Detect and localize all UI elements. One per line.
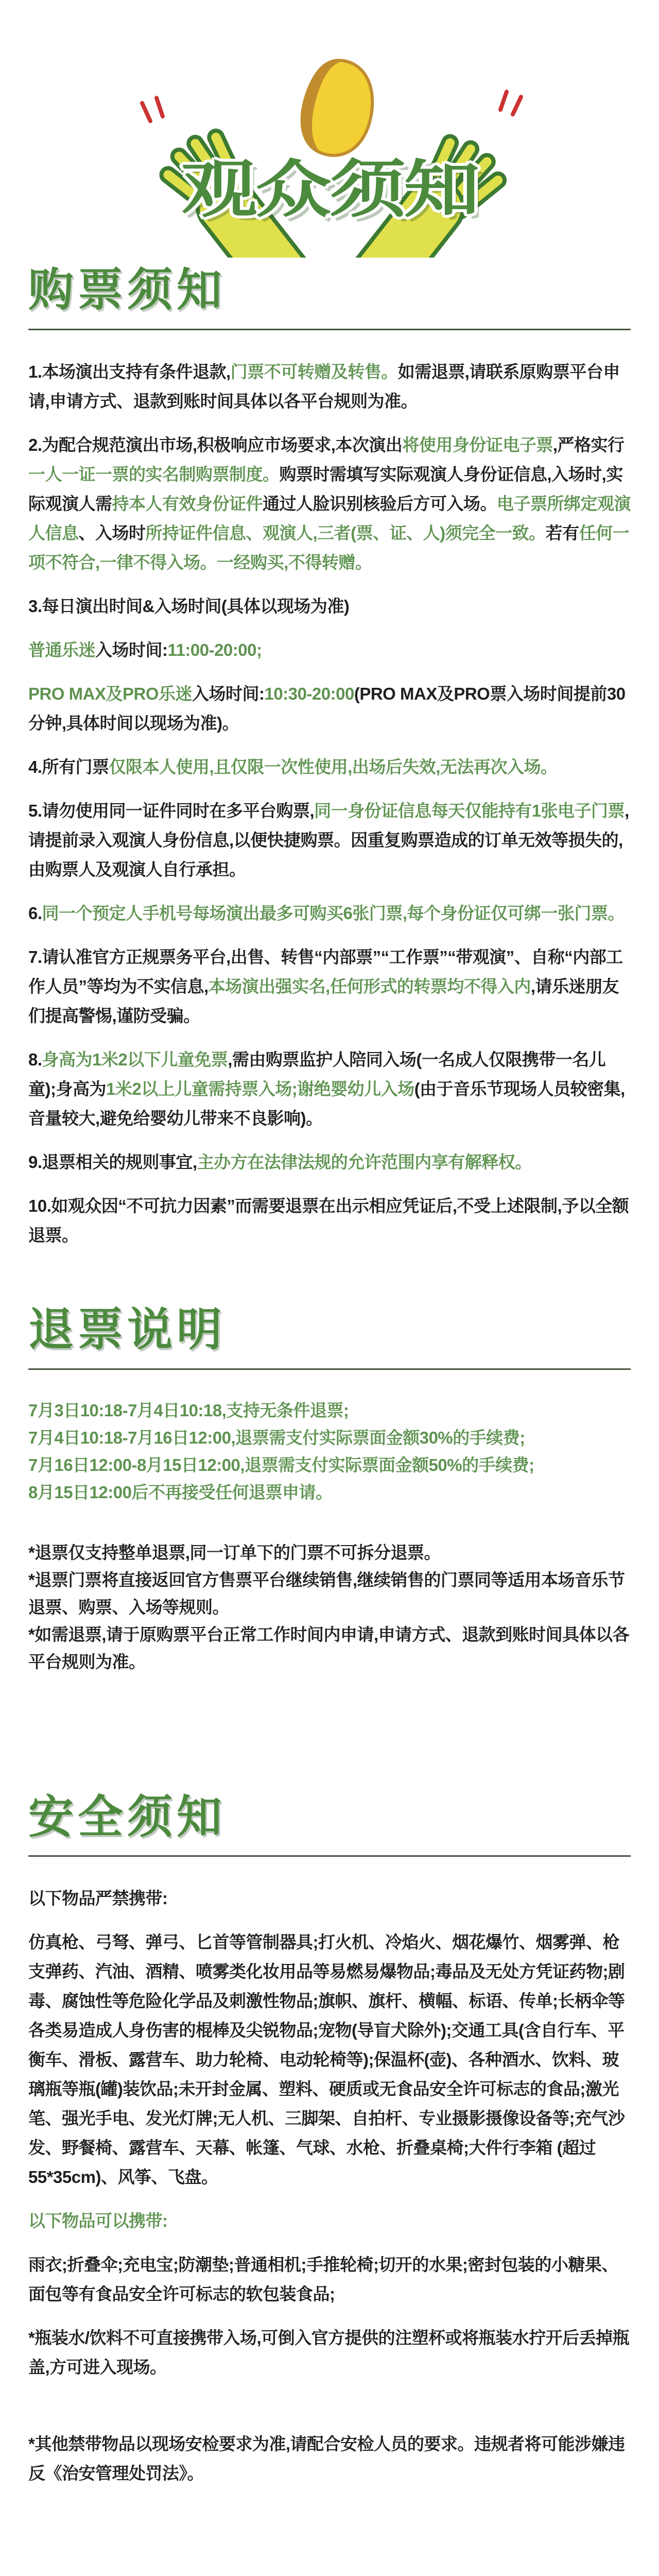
body-text: *如需退票,请于原购票平台正常工作时间内申请,申请方式、退款到账时间具体以各平台规则为准。 [28,1624,630,1671]
spacer [28,1506,631,1539]
body-text: 仿真枪、弓弩、弹弓、匕首等管制器具;打火机、冷焰火、烟花爆竹、烟雾弹、枪支弹药、汽油、酒精、喷雾类化妆用品等易燃易爆物品;毒品及无处方凭证药物;剧毒、腐蚀性等危险化学品及刺激性物品;旗帜、旗杆、横幅、标语、传单;长柄伞等各类易造成人身伤害的棍棒及尖锐物品;宠物(导盲犬除外);交通工具(含自行车、平衡车、滑板、露营车、助力轮椅、电动轮椅等);保温杯(壶)、各种酒水、饮料、玻璃瓶等瓶(罐)装饮品;未开封金属、塑料、硬质或无食品安全许可标志的食品;激光笔、强光手电、发光灯牌;无人机、三脚架、自拍杆、专业摄影摄像设备等;充气沙发、野餐椅、露营车、天幕、帐篷、气球、水枪、折叠桌椅;大件行李箱 (超过55*35cm)、风筝、飞盘。 [28,1933,625,2187]
paragraph [28,899,631,928]
paragraph [28,1539,631,1566]
highlight-text: 主办方在法律法规的允许范围内享有解释权。 [197,1152,532,1172]
section-divider [28,1368,631,1370]
body-text: (PRO MAX及PRO票入场时间提前30分钟,具体时间以现场为准)。 [28,684,626,733]
notice-sections [0,264,659,2576]
page-title: 观众须知 [181,155,478,225]
mango-icon [296,55,380,161]
highlight-text: 7月4日10:18-7月16日12:00,退票需支付实际票面金额30%的手续费; [28,1428,525,1447]
spark-left-icon [142,98,163,121]
section-title: 购票须知 [28,264,227,315]
paragraph [28,942,631,1030]
body-text: 7.请认准官方正规票务平台,出售、转售“内部票”“工作票”“带观演”、自称“内部工作人员”等均为不实信息, [28,947,623,996]
body-text: 8. [28,1049,42,1069]
paragraph [28,1566,631,1621]
highlight-text: 任何一项不符合,一律不得入场。一经购买,不得转赠。 [28,523,630,572]
highlight-text: 11:00-20:00; [167,640,262,659]
paragraph [28,679,631,738]
paragraph [28,1927,631,2192]
body-text: 6. [28,903,42,923]
paragraph [28,1045,631,1133]
highlight-text: 普通乐迷 [28,640,95,659]
body-text: ,请乐迷朋友们提高警惕,谨防受骗。 [28,976,619,1025]
spacer [28,2396,631,2429]
paragraph [28,1621,631,1675]
paragraph [28,1147,631,1177]
body-text: ,请提前录入观演人身份信息,以便快捷购票。因重复购票造成的订单无效等损失的,由购票人及观演人自行承担。 [28,801,629,879]
body-text: 3.每日演出时间&入场时间(具体以现场为准) [28,596,350,616]
body-text: *退票仅支持整单退票,同一订单下的门票不可拆分退票。 [28,1543,441,1562]
body-text: ,需由购票监护人陪同入场(一名成人仅限携带一名儿童);身高为 [28,1049,606,1098]
body-text: 9.退票相关的规则事宜, [28,1152,197,1172]
paragraph [28,1451,631,1479]
body-text: 雨衣;折叠伞;充电宝;防潮垫;普通相机;手推轮椅;切开的水果;密封包装的小糖果、面包等有食品安全许可标志的软包装食品; [28,2255,618,2304]
highlight-text: 电子票所绑定观演人信息 [28,494,631,543]
highlight-text: 7月16日12:00-8月15日12:00,退票需支付实际票面金额50%的手续费; [28,1455,534,1475]
section-safety-notice [0,1791,659,2488]
paragraph [28,1424,631,1451]
body-text: 2.为配合规范演出市场,积极响应市场要求,本次演出 [28,435,403,454]
paragraph [28,357,631,416]
body-text: 10.如观众因“不可抗力因素”而需要退票在出示相应凭证后,不受上述限制,予以全额退票。 [28,1196,629,1245]
body-text: 入场时间: [192,684,265,703]
highlight-text: 身高为1米2以下儿童免票 [42,1049,228,1069]
highlight-text: 仅限本人使用,且仅限一次性使用,出场后失效,无法再次入场。 [109,757,558,776]
section-divider [28,329,631,330]
body-text: 、入场时 [78,523,146,543]
paragraph [28,430,631,577]
highlight-text: 本场演出强实名,任何形式的转票均不得入内 [208,976,531,996]
highlight-text: 持本人有效身份证件 [112,494,263,513]
highlight-text: 一人一证一票的实名制购票制度。 [28,464,280,484]
body-text: 入场时间: [95,640,168,659]
spark-right-icon [500,92,521,114]
paragraph [28,796,631,884]
body-text: *退票门票将直接返回官方售票平台继续销售,继续销售的门票同等适用本场音乐节退票、购票、入场等规则。 [28,1570,625,1617]
paragraph [28,2250,631,2309]
highlight-text: 8月15日12:00后不再接受任何退票申请。 [28,1482,333,1502]
section-divider [28,1855,631,1857]
body-text: *瓶装水/饮料不可直接携带入场,可倒入官方提供的注塑杯或将瓶装水拧开后丢掉瓶盖,方可进入现场。 [28,2328,630,2377]
highlight-text: 同一身份证信息每天仅能持有1张电子门票 [314,801,625,820]
paragraph [28,1397,631,1424]
paragraph [28,2429,631,2488]
highlight-text: PRO MAX及PRO乐迷 [28,684,193,703]
section-ticket-notice [0,264,659,1250]
body-text: (由于音乐节现场人员较密集,音量较大,避免给婴幼儿带来不良影响)。 [28,1079,625,1128]
paragraph [28,1191,631,1250]
highlight-text: 1米2以上儿童需持票入场;谢绝婴幼儿入场 [106,1079,414,1098]
paragraph [28,1479,631,1506]
highlight-text: 门票不可转赠及转售。 [230,362,398,381]
paragraph [28,1884,631,1913]
highlight-text: 10:30-20:00 [264,684,354,703]
paragraph [28,752,631,782]
section-refund-notice [0,1303,659,1675]
body-text: 如需退票,请联系原购票平台申请,申请方式、退款到账时间具体以各平台规则为准。 [28,362,620,411]
body-text: ,严格实行 [552,435,625,454]
body-text: 5.请勿使用同一证件同时在多平台购票, [28,801,315,820]
highlight-text: 以下物品可以携带: [28,2211,168,2231]
paragraph [28,2323,631,2382]
paragraph [28,2206,631,2235]
body-text: 通过人脸识别核验后方可入场。 [263,494,497,513]
body-text: *其他禁带物品以现场安检要求为准,请配合安检人员的要求。违规者将可能涉嫌违反《治安管理处罚法》。 [28,2434,625,2483]
highlight-text: 所持证件信息、观演人,三者(票、证、人)须完全一致。 [145,523,546,543]
page-header [0,31,659,258]
body-text: 以下物品严禁携带: [28,1889,168,1908]
body-text: 若有 [545,523,579,543]
paragraph [28,635,631,665]
body-text: 4.所有门票 [28,757,109,776]
body-text: 1.本场演出支持有条件退款, [28,362,231,381]
body-text: 购票时需填写实际观演人身份证信息,入场时,实际观演人需 [28,464,623,513]
highlight-text: 同一个预定人手机号每场演出最多可购买6张门票,每个身份证仅可绑一张门票。 [42,903,625,923]
highlight-text: 将使用身份证电子票 [402,435,553,454]
paragraph [28,591,631,621]
section-title: 安全须知 [28,1791,227,1842]
section-title: 退票说明 [28,1303,227,1355]
highlight-text: 7月3日10:18-7月4日10:18,支持无条件退票; [28,1400,349,1420]
